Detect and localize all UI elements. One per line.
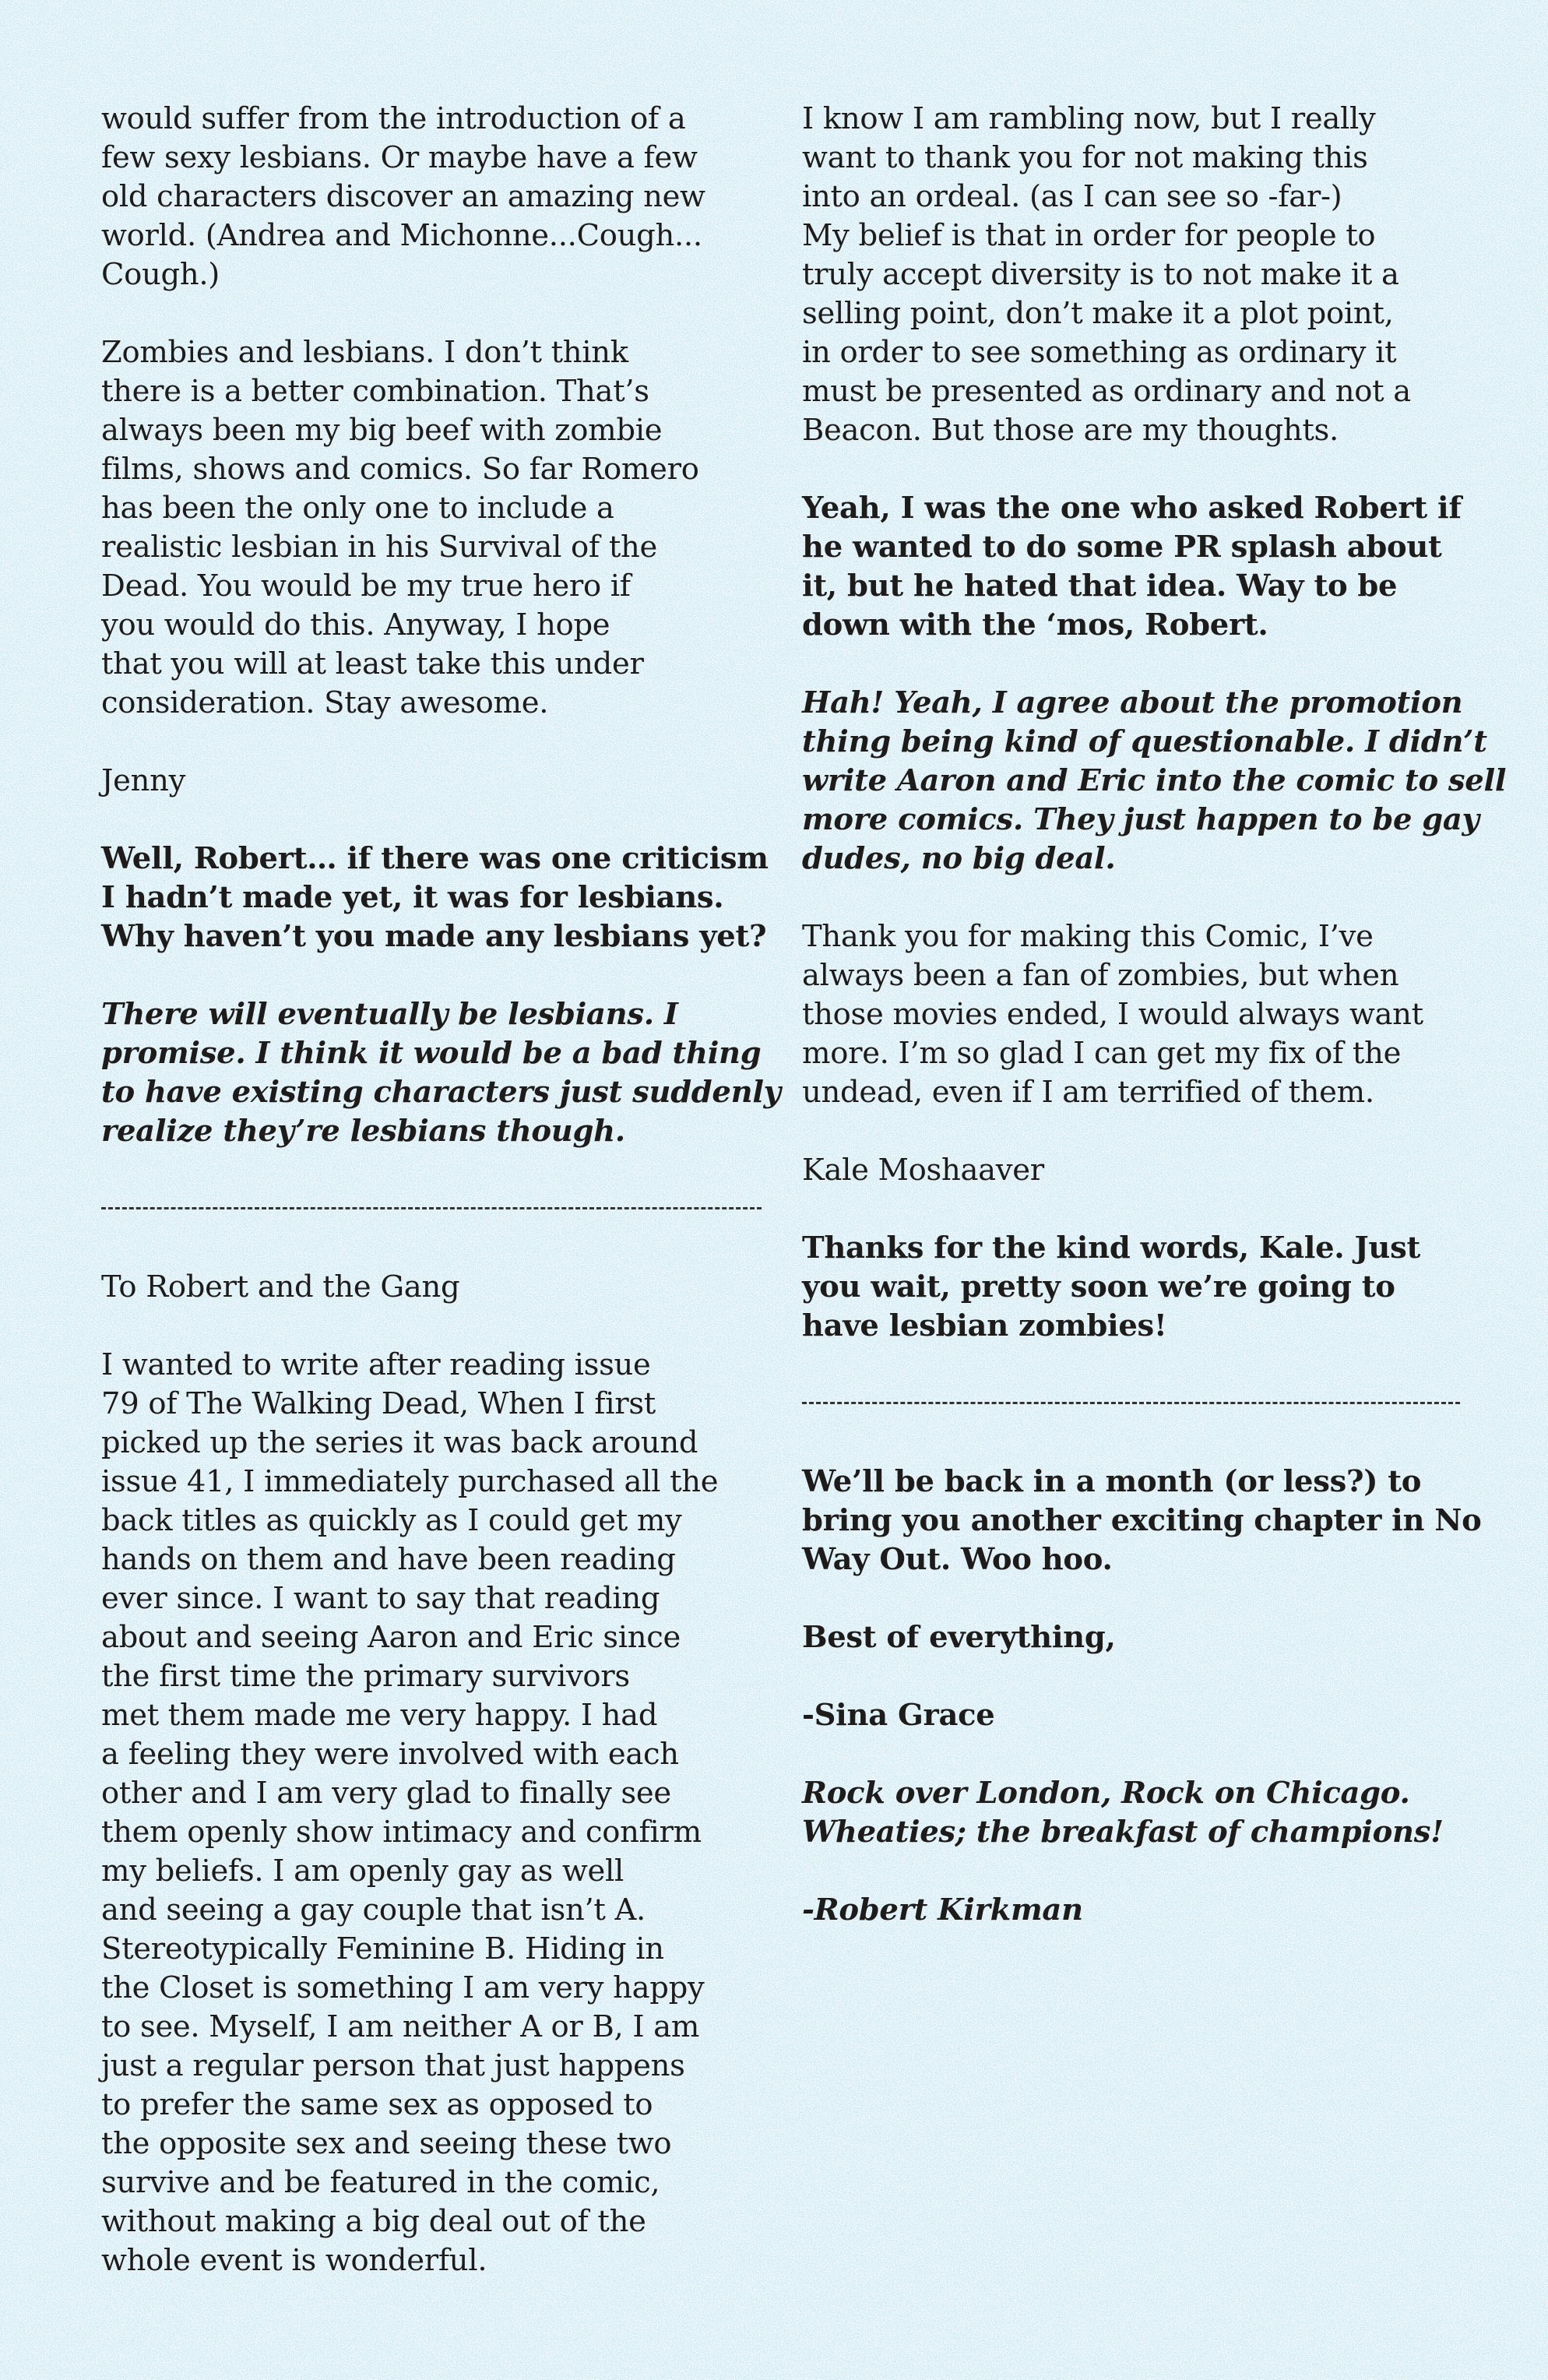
- letter-paragraph: [802, 1151, 1460, 1190]
- text-line: I know I am rambling now, but I really: [802, 101, 1376, 136]
- text-line: other and I am very glad to finally see: [101, 1776, 671, 1811]
- kirkman-reply: [802, 1774, 1460, 1852]
- text-line: -Sina Grace: [802, 1698, 995, 1733]
- text-line: Zombies and lesbians. I don’t think: [101, 335, 628, 370]
- text-line: met them made me very happy. I had: [101, 1698, 658, 1733]
- text-line: world. (Andrea and Michonne...Cough...: [101, 218, 702, 253]
- text-line: thing being kind of questionable. I didn’t: [802, 724, 1487, 759]
- text-line: it, but he hated that idea. Way to be: [802, 569, 1398, 604]
- text-line: Beacon. But those are my thoughts.: [802, 413, 1339, 448]
- text-line: promise. I think it would be a bad thing: [101, 1036, 762, 1071]
- text-line: always been a fan of zombies, but when: [802, 958, 1399, 993]
- text-line: picked up the series it was back around: [101, 1425, 698, 1460]
- letter-paragraph: [101, 1268, 762, 1307]
- letter-paragraph: [101, 762, 762, 801]
- text-line: my beliefs. I am openly gay as well: [101, 1854, 624, 1889]
- text-line: write Aaron and Eric into the comic to sell: [802, 763, 1507, 798]
- text-line: just a regular person that just happens: [101, 2048, 685, 2083]
- text-line: Rock over London, Rock on Chicago.: [802, 1776, 1410, 1811]
- text-line: to see. Myself, I am neither A or B, I am: [101, 2009, 700, 2044]
- text-line: films, shows and comics. So far Romero: [101, 452, 699, 487]
- kirkman-reply: [101, 995, 781, 1151]
- text-line: Why haven’t you made any lesbians yet?: [101, 919, 767, 954]
- text-line: the opposite sex and seeing these two: [101, 2126, 672, 2161]
- text-line: There will eventually be lesbians. I: [101, 997, 678, 1032]
- text-line: To Robert and the Gang: [101, 1269, 460, 1304]
- letter-paragraph: [802, 100, 1460, 450]
- letter-paragraph: [101, 100, 762, 294]
- editor-reply: [802, 1696, 1460, 1735]
- text-line: old characters discover an amazing new: [101, 179, 705, 214]
- text-line: without making a big deal out of the: [101, 2204, 646, 2239]
- text-line: undead, even if I am terrified of them.: [802, 1075, 1374, 1110]
- text-line: I wanted to write after reading issue: [101, 1347, 651, 1382]
- text-line: down with the ‘mos, Robert.: [802, 607, 1268, 643]
- text-line: realistic lesbian in his Survival of the: [101, 530, 657, 565]
- letter-paragraph: [101, 333, 762, 723]
- editor-reply: [802, 1463, 1482, 1579]
- text-line: more. I’m so glad I can get my fix of the: [802, 1036, 1402, 1071]
- text-line: truly accept diversity is to not make it a: [802, 257, 1399, 292]
- text-line: Dead. You would be my true hero if: [101, 569, 631, 604]
- text-line: would suffer from the introduction of a: [101, 101, 686, 136]
- text-line: want to thank you for not making this: [802, 140, 1368, 175]
- text-line: Thank you for making this Comic, I’ve: [802, 919, 1374, 954]
- text-line: Thanks for the kind words, Kale. Just: [802, 1230, 1420, 1266]
- text-line: to prefer the same sex as opposed to: [101, 2087, 653, 2122]
- text-line: back titles as quickly as I could get my: [101, 1503, 682, 1538]
- left-column: [101, 100, 781, 2319]
- text-line: My belief is that in order for people to: [802, 218, 1376, 253]
- text-line: Hah! Yeah, I agree about the promotion: [802, 685, 1463, 720]
- text-line: more comics. They just happen to be gay: [802, 802, 1479, 837]
- editor-reply: [802, 1618, 1460, 1657]
- text-line: Kale Moshaaver: [802, 1153, 1044, 1188]
- section-divider: [802, 1385, 1460, 1424]
- text-line: Way Out. Woo hoo.: [802, 1542, 1113, 1577]
- text-line: must be presented as ordinary and not a: [802, 374, 1411, 409]
- kirkman-reply: [802, 684, 1507, 878]
- text-line: Best of everything,: [802, 1620, 1116, 1655]
- text-line: dudes, no big deal.: [802, 841, 1116, 876]
- text-line: to have existing characters just suddenly: [101, 1075, 781, 1110]
- text-line: ever since. I want to say that reading: [101, 1581, 660, 1616]
- text-line: them openly show intimacy and confirm: [101, 1815, 702, 1850]
- text-line: selling point, don’t make it a plot point,: [802, 296, 1394, 331]
- text-line: issue 41, I immediately purchased all the: [101, 1464, 719, 1499]
- text-line: he wanted to do some PR splash about: [802, 530, 1442, 565]
- text-line: the Closet is something I am very happy: [101, 1970, 705, 2005]
- letter-paragraph: [101, 1346, 762, 2280]
- editor-reply: [101, 840, 769, 956]
- text-line: into an ordeal. (as I can see so -far-): [802, 179, 1342, 214]
- text-line: Jenny: [101, 763, 186, 798]
- text-line: those movies ended, I would always want: [802, 997, 1423, 1032]
- text-line: Well, Robert… if there was one criticism: [101, 841, 769, 876]
- text-line: We’ll be back in a month (or less?) to: [802, 1464, 1422, 1499]
- text-line: 79 of The Walking Dead, When I first: [101, 1386, 656, 1421]
- kirkman-reply: [802, 1891, 1460, 1930]
- text-line: hands on them and have been reading: [101, 1542, 676, 1577]
- right-column: [802, 100, 1507, 1969]
- text-line: whole event is wonderful.: [101, 2243, 487, 2278]
- text-line: that you will at least take this under: [101, 646, 644, 681]
- text-line: have lesbian zombies!: [802, 1308, 1167, 1343]
- text-line: there is a better combination. That’s: [101, 374, 649, 409]
- text-line: and seeing a gay couple that isn’t A.: [101, 1892, 646, 1928]
- text-line: has been the only one to include a: [101, 491, 614, 526]
- text-line: a feeling they were involved with each: [101, 1737, 679, 1772]
- text-line: I hadn’t made yet, it was for lesbians.: [101, 880, 724, 915]
- text-line: realize they’re lesbians though.: [101, 1114, 625, 1149]
- editor-reply: [802, 1229, 1460, 1346]
- text-line: the first time the primary survivors: [101, 1659, 630, 1694]
- text-line: in order to see something as ordinary it: [802, 335, 1397, 370]
- text-line: few sexy lesbians. Or maybe have a few: [101, 140, 698, 175]
- text-line: you wait, pretty soon we’re going to: [802, 1269, 1395, 1304]
- text-line: you would do this. Anyway, I hope: [101, 607, 610, 643]
- editor-reply: [802, 489, 1460, 645]
- text-line: Stereotypically Feminine B. Hiding in: [101, 1931, 664, 1966]
- text-line: always been my big beef with zombie: [101, 413, 663, 448]
- text-line: bring you another exciting chapter in No: [802, 1503, 1482, 1538]
- text-line: survive and be featured in the comic,: [101, 2165, 660, 2200]
- text-line: consideration. Stay awesome.: [101, 685, 549, 720]
- text-line: Wheaties; the breakfast of champions!: [802, 1815, 1444, 1850]
- text-line: about and seeing Aaron and Eric since: [101, 1620, 681, 1655]
- section-divider: [101, 1190, 762, 1229]
- text-line: -Robert Kirkman: [802, 1892, 1083, 1928]
- text-line: Cough.): [101, 257, 220, 292]
- text-line: Yeah, I was the one who asked Robert if: [802, 491, 1462, 526]
- letter-paragraph: [802, 917, 1460, 1112]
